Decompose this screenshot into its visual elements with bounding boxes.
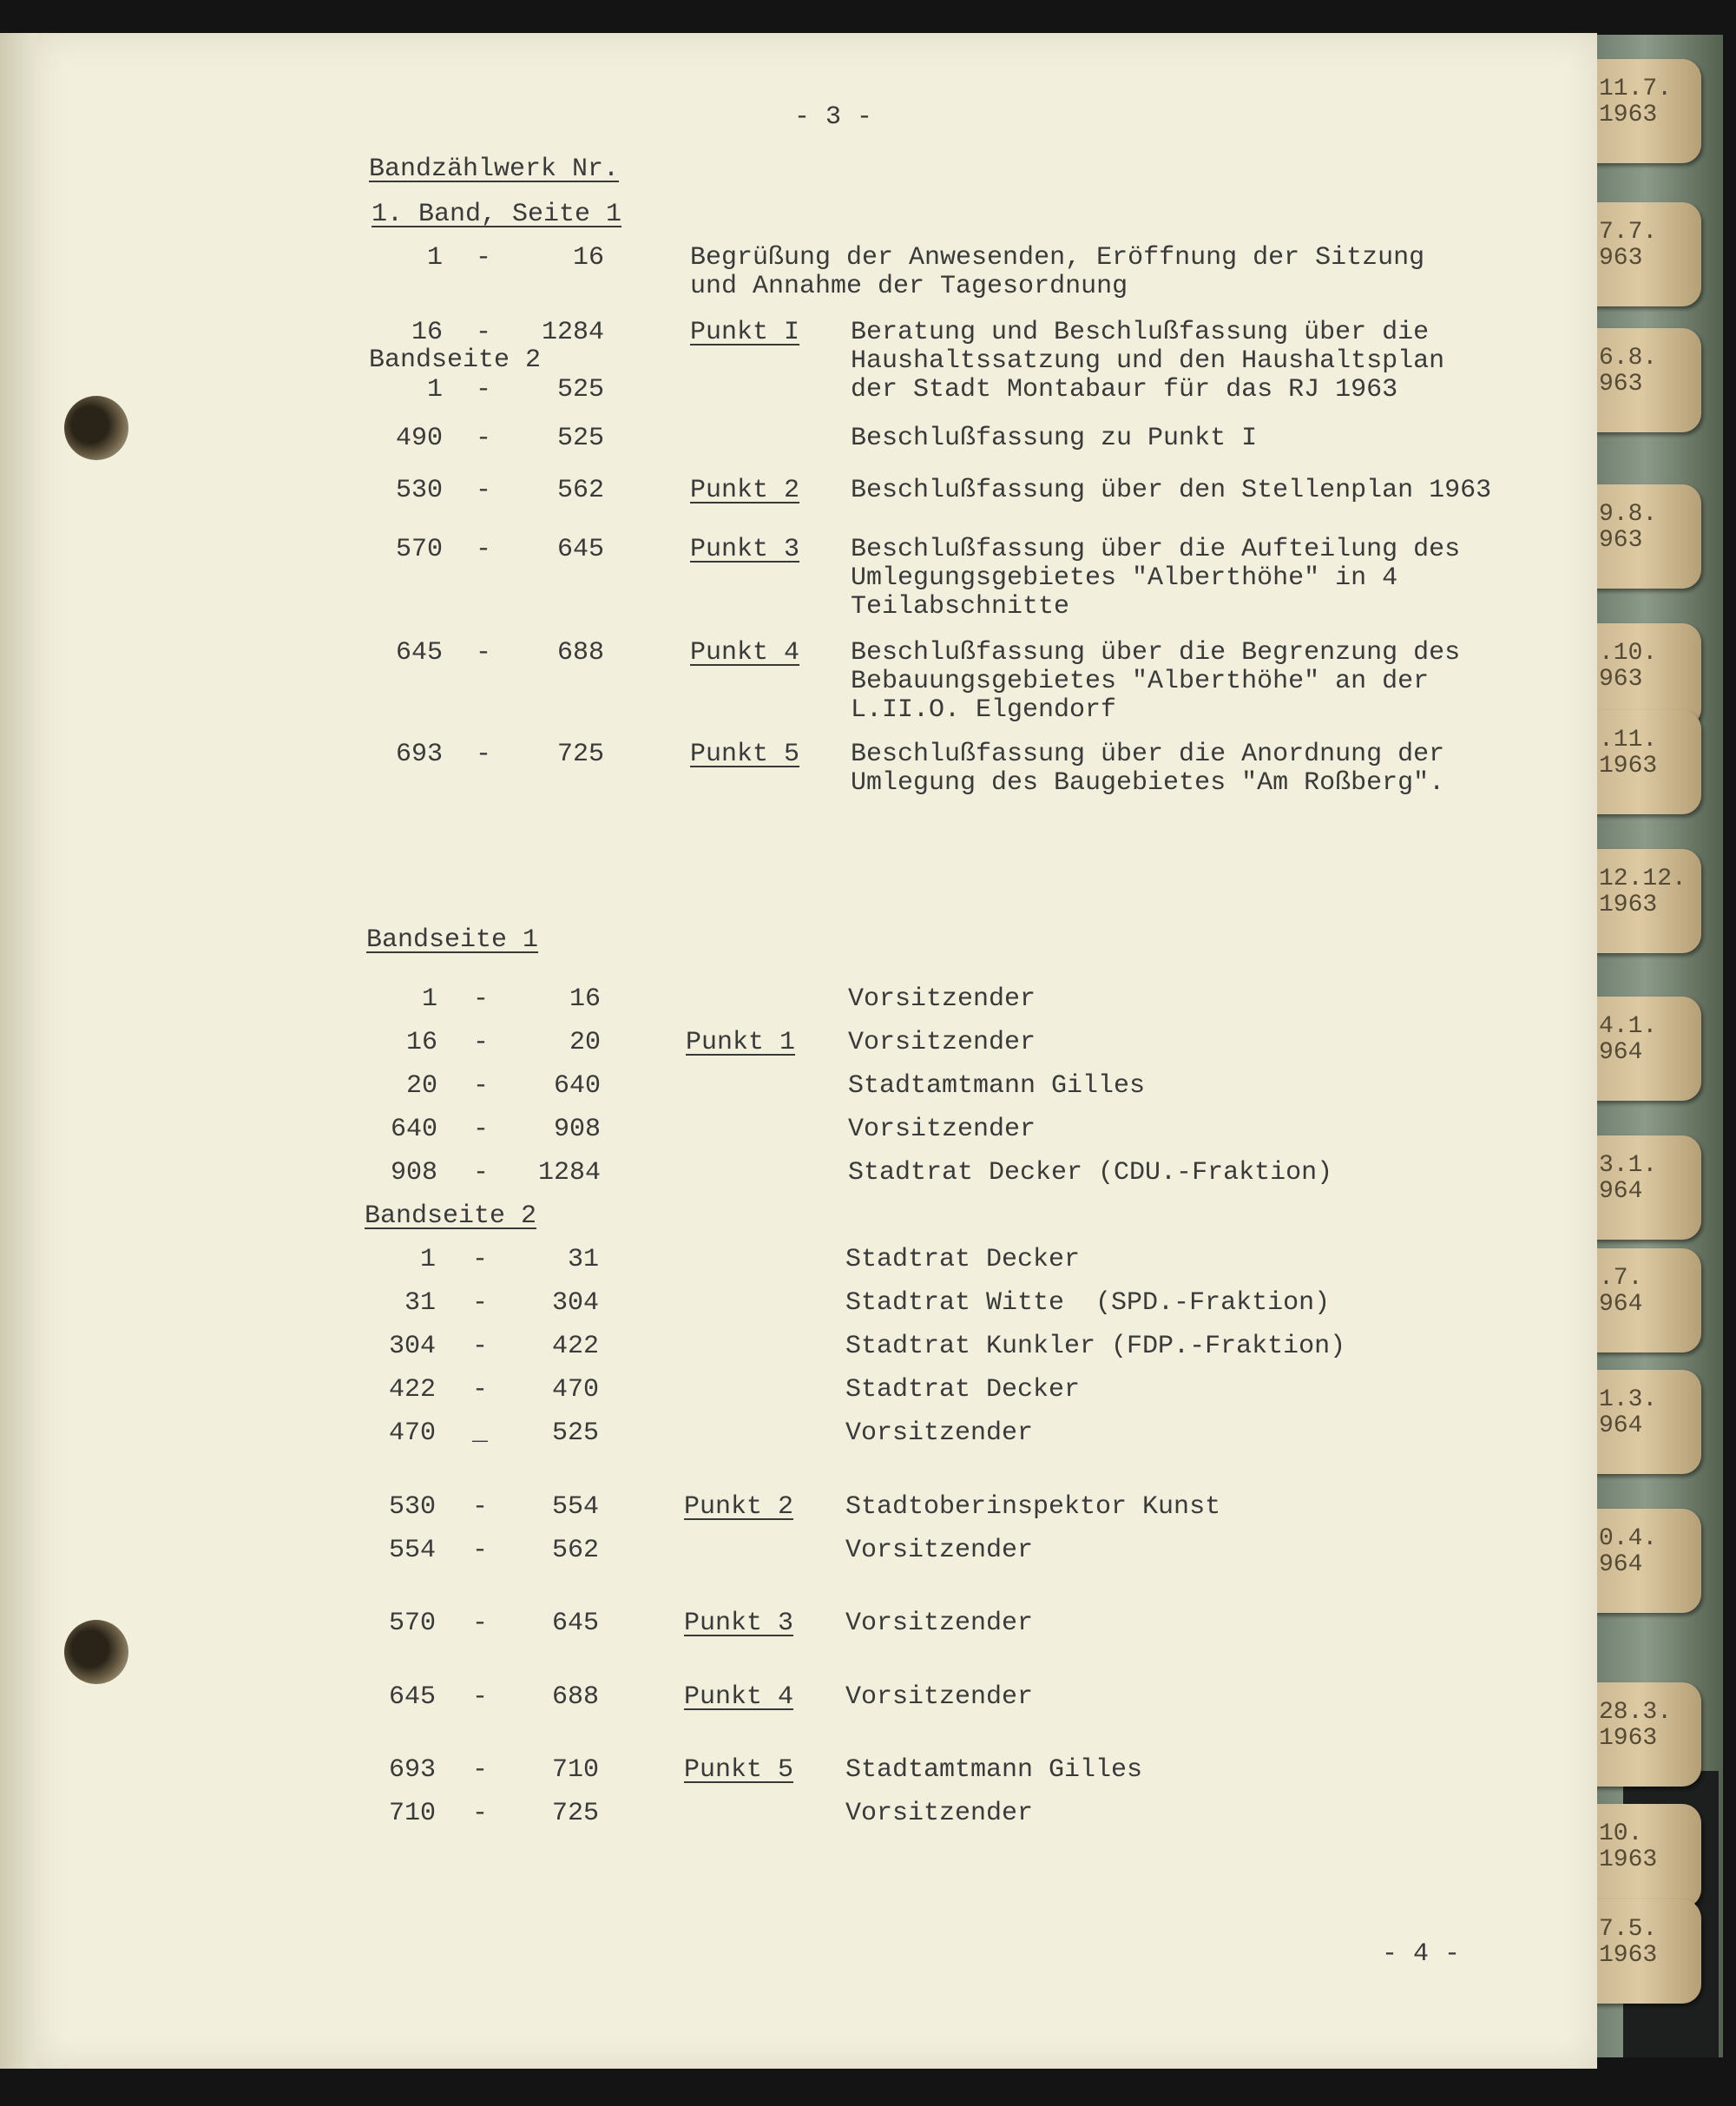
range-from: 530 — [395, 476, 443, 505]
range-to: 645 — [551, 1609, 599, 1638]
date-tab[interactable]: 7.7. 963 — [1588, 202, 1701, 306]
date-tab[interactable]: 10. 1963 — [1588, 1804, 1701, 1908]
punkt-label: Punkt 5 — [684, 1755, 794, 1785]
range-to: 640 — [553, 1071, 601, 1101]
punkt-label: Punkt 2 — [684, 1492, 794, 1522]
range-dash: - — [472, 1536, 489, 1565]
date-tab[interactable]: 28.3. 1963 — [1588, 1682, 1701, 1787]
entry-text-line: der Stadt Montabaur für das RJ 1963 — [851, 375, 1398, 405]
entry-text-line: Begrüßung der Anwesenden, Eröffnung der Sitzung — [690, 243, 1425, 273]
range-dash: - — [473, 1115, 490, 1144]
entry-text-line: L.II.O. Elgendorf — [851, 695, 1117, 725]
range-dash: _ — [472, 1418, 489, 1448]
range-dash: - — [472, 1245, 489, 1274]
range-to: 422 — [551, 1332, 599, 1361]
punkt-label: Punkt 3 — [684, 1609, 794, 1638]
punkt-label: Punkt 1 — [686, 1028, 796, 1057]
speaker-name: Vorsitzender — [845, 1536, 1034, 1565]
header-title: Bandzählwerk Nr. — [369, 155, 620, 184]
section-title-bandseite-1: Bandseite 1 — [366, 925, 539, 955]
date-tab[interactable]: 9.8. 963 — [1588, 484, 1701, 589]
range-to: 470 — [551, 1375, 599, 1405]
range-from: 640 — [390, 1115, 437, 1144]
date-tab[interactable]: .11. 1963 — [1588, 710, 1701, 814]
speaker-name: Stadtrat Decker (CDU.-Fraktion) — [848, 1158, 1333, 1188]
range-dash: - — [476, 740, 492, 769]
speaker-name: Stadtoberinspektor Kunst — [845, 1492, 1221, 1522]
range-dash: - — [472, 1682, 489, 1712]
date-tab[interactable]: 12.12. 1963 — [1588, 849, 1701, 953]
range-from: 1 — [421, 984, 437, 1014]
range-dash: - — [476, 535, 492, 564]
speaker-name: Stadtamtmann Gilles — [848, 1071, 1146, 1101]
range-to: 1284 — [541, 318, 604, 347]
range-dash: - — [473, 1028, 490, 1057]
range-from: 20 — [405, 1071, 437, 1101]
date-tab[interactable]: 1.3. 964 — [1588, 1370, 1701, 1474]
range-dash: - — [476, 424, 492, 453]
entry-text-line: Haushaltssatzung und den Haushaltsplan — [851, 346, 1445, 376]
date-tab-strip — [1588, 33, 1719, 2069]
range-from: 645 — [395, 638, 443, 668]
range-dash: - — [476, 638, 492, 668]
date-tab[interactable]: 0.4. 964 — [1588, 1509, 1701, 1613]
speaker-name: Stadtamtmann Gilles — [845, 1755, 1143, 1785]
range-to: 688 — [556, 638, 604, 668]
range-dash: - — [476, 243, 492, 273]
range-to: 562 — [551, 1536, 599, 1565]
range-to: 1284 — [537, 1158, 601, 1188]
section-title-bandseite-2: Bandseite 2 — [365, 1201, 537, 1231]
range-dash: - — [472, 1375, 489, 1405]
range-from: 470 — [388, 1418, 436, 1448]
entry-text-line: Beschlußfassung über die Aufteilung des — [851, 535, 1461, 564]
range-to: 304 — [551, 1288, 599, 1318]
range-dash: - — [472, 1332, 489, 1361]
range-dash: - — [472, 1492, 489, 1522]
entry-text-line: Beschlußfassung über den Stellenplan 1963 — [851, 476, 1492, 505]
punkt-label: Punkt 4 — [684, 1682, 794, 1712]
range-from: 1 — [426, 375, 443, 405]
entry-text-line: Beschlußfassung über die Begrenzung des — [851, 638, 1461, 668]
inline-bandseite-label: Bandseite 2 — [369, 346, 542, 375]
range-from: 304 — [388, 1332, 436, 1361]
range-from: 1 — [426, 243, 443, 273]
range-from: 422 — [388, 1375, 436, 1405]
next-page-number: - 4 - — [1382, 1939, 1461, 1969]
range-to: 710 — [551, 1755, 599, 1785]
punkt-label: Punkt I — [690, 318, 800, 347]
speaker-name: Vorsitzender — [845, 1609, 1034, 1638]
range-to: 525 — [556, 375, 604, 405]
speaker-name: Stadtrat Decker — [845, 1245, 1081, 1274]
range-to: 525 — [551, 1418, 599, 1448]
range-to: 725 — [551, 1799, 599, 1828]
range-from: 710 — [388, 1799, 436, 1828]
speaker-name: Stadtrat Witte (SPD.-Fraktion) — [845, 1288, 1331, 1318]
speaker-name: Vorsitzender — [845, 1418, 1034, 1448]
speaker-name: Vorsitzender — [848, 984, 1036, 1014]
range-from: 693 — [388, 1755, 436, 1785]
range-to: 31 — [567, 1245, 599, 1274]
range-to: 908 — [553, 1115, 601, 1144]
range-to: 20 — [569, 1028, 601, 1057]
range-to: 16 — [569, 984, 601, 1014]
entry-text-line: Teilabschnitte — [851, 592, 1070, 622]
entry-text-line: Beschlußfassung über die Anordnung der — [851, 740, 1445, 769]
punkt-label: Punkt 3 — [690, 535, 800, 564]
range-dash: - — [473, 984, 490, 1014]
speaker-name: Vorsitzender — [848, 1028, 1036, 1057]
date-tab[interactable]: 4.1. 964 — [1588, 997, 1701, 1101]
range-dash: - — [473, 1158, 490, 1188]
speaker-name: Stadtrat Decker — [845, 1375, 1081, 1405]
range-to: 16 — [572, 243, 604, 273]
entry-text-line: Beratung und Beschlußfassung über die — [851, 318, 1430, 347]
entry-text-line: Umlegung des Baugebietes "Am Roßberg". — [851, 768, 1445, 798]
speaker-name: Vorsitzender — [848, 1115, 1036, 1144]
range-to: 645 — [556, 535, 604, 564]
punch-hole-top — [64, 396, 128, 460]
speaker-name: Stadtrat Kunkler (FDP.-Fraktion) — [845, 1332, 1346, 1361]
range-from: 908 — [390, 1158, 437, 1188]
range-from: 693 — [395, 740, 443, 769]
range-from: 554 — [388, 1536, 436, 1565]
entry-text-line: Umlegungsgebietes "Alberthöhe" in 4 — [851, 563, 1398, 593]
range-dash: - — [472, 1288, 489, 1318]
range-dash: - — [472, 1755, 489, 1785]
range-from: 31 — [404, 1288, 436, 1318]
speaker-name: Vorsitzender — [845, 1799, 1034, 1828]
range-to: 525 — [556, 424, 604, 453]
range-from: 1 — [419, 1245, 436, 1274]
speaker-name: Vorsitzender — [845, 1682, 1034, 1712]
range-to: 688 — [551, 1682, 599, 1712]
range-dash: - — [472, 1799, 489, 1828]
range-from: 16 — [411, 318, 443, 347]
range-to: 562 — [556, 476, 604, 505]
range-dash: - — [476, 476, 492, 505]
range-to: 725 — [556, 740, 604, 769]
entry-text-line: Bebauungsgebietes "Alberthöhe" an der — [851, 667, 1430, 696]
range-from: 16 — [405, 1028, 437, 1057]
range-dash: - — [473, 1071, 490, 1101]
date-tab[interactable]: 6.8. 963 — [1588, 328, 1701, 432]
date-tab[interactable]: .10. 963 — [1588, 623, 1701, 727]
range-dash: - — [476, 318, 492, 347]
header-subtitle: 1. Band, Seite 1 — [372, 200, 622, 229]
punkt-label: Punkt 5 — [690, 740, 800, 769]
range-dash: - — [472, 1609, 489, 1638]
date-tab[interactable]: 3.1. 964 — [1588, 1135, 1701, 1240]
range-from: 490 — [395, 424, 443, 453]
date-tab[interactable]: .7. 964 — [1588, 1248, 1701, 1352]
range-from: 530 — [388, 1492, 436, 1522]
punch-hole-bottom — [64, 1620, 128, 1684]
range-from: 570 — [388, 1609, 436, 1638]
range-from: 645 — [388, 1682, 436, 1712]
date-tab[interactable]: 7.5. 1963 — [1588, 1899, 1701, 2004]
punkt-label: Punkt 4 — [690, 638, 800, 668]
date-tab[interactable]: 11.7. 1963 — [1588, 59, 1701, 163]
page-number: - 3 - — [794, 102, 873, 132]
range-from: 570 — [395, 535, 443, 564]
range-dash: - — [476, 375, 492, 405]
entry-text-line: Beschlußfassung zu Punkt I — [851, 424, 1258, 453]
range-to: 554 — [551, 1492, 599, 1522]
entry-text-line: und Annahme der Tagesordnung — [690, 272, 1128, 301]
punkt-label: Punkt 2 — [690, 476, 800, 505]
